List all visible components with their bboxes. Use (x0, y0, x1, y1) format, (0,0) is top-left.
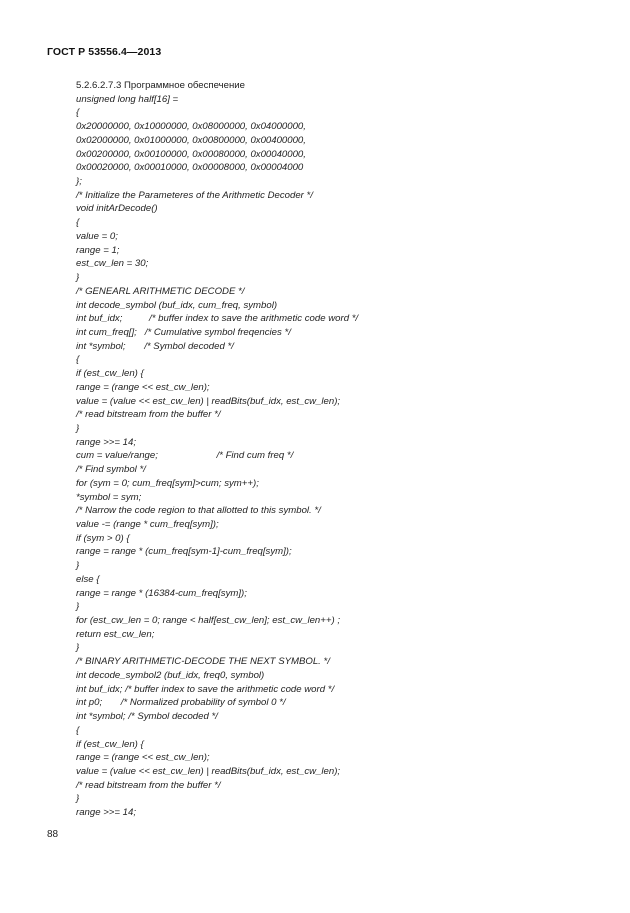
code-line: unsigned long half[16] = (76, 93, 179, 105)
code-line: 0x00200000, 0x00100000, 0x00080000, 0x00040000, (76, 148, 306, 160)
code-line: else { (76, 573, 100, 585)
code-line: /* read bitstream from the buffer */ (76, 409, 221, 421)
code-line: /* Initialize the Parameteres of the Arithmetic Decoder */ (76, 189, 313, 201)
code-line: for (est_cw_len = 0; range < half[est_cw_len]; est_cw_len++) ; (76, 615, 340, 627)
code-line: if (sym > 0) { (76, 532, 130, 544)
code-line: } (76, 272, 80, 284)
code-line: if (est_cw_len) { (76, 738, 144, 750)
code-line: int buf_idx; /* buffer index to save the arithmetic code word */ (76, 313, 359, 325)
code-line: }; (76, 176, 82, 188)
code-line: 0x02000000, 0x01000000, 0x00800000, 0x00400000, (76, 134, 306, 146)
section-heading: 5.2.6.2.7.3 Программное обеспечение (76, 80, 245, 91)
code-line: } (76, 793, 80, 805)
code-line: int cum_freq[]; /* Cumulative symbol freqencies */ (76, 326, 291, 338)
code-line: range = range * (cum_freq[sym-1]-cum_freq[sym]); (76, 546, 292, 558)
code-line: /* Find symbol */ (76, 464, 146, 476)
code-line: void initArDecode() (76, 203, 158, 215)
code-line: range >>= 14; (76, 807, 137, 819)
code-line: } (76, 642, 80, 654)
code-line: int *symbol; /* Symbol decoded */ (76, 340, 234, 352)
code-line: cum = value/range; /* Find cum freq */ (76, 450, 294, 462)
code-line: for (sym = 0; cum_freq[sym]>cum; sym++); (76, 477, 259, 489)
code-line: { (76, 354, 80, 366)
code-line: 0x00020000, 0x00010000, 0x00008000, 0x00004000 (76, 162, 304, 174)
code-line: { (76, 217, 80, 229)
code-line: } (76, 601, 80, 613)
code-line: /* read bitstream from the buffer */ (76, 779, 221, 791)
page-number: 88 (47, 829, 59, 840)
code-line: int decode_symbol (buf_idx, cum_freq, symbol) (76, 299, 278, 311)
code-line: value = (value << est_cw_len) | readBits(buf_idx, est_cw_len); (76, 765, 341, 777)
document-body (76, 79, 596, 820)
code-line: est_cw_len = 30; (76, 258, 149, 270)
code-line: return est_cw_len; (76, 628, 155, 640)
code-line: /* BINARY ARITHMETIC-DECODE THE NEXT SYMBOL. */ (76, 656, 330, 668)
code-line: *symbol = sym; (76, 491, 142, 503)
code-line: range = (range << est_cw_len); (76, 381, 210, 393)
code-line: int p0; /* Normalized probability of symbol 0 */ (76, 697, 286, 709)
code-line: range >>= 14; (76, 436, 137, 448)
code-line: { (76, 107, 80, 119)
code-line: { (76, 724, 80, 736)
code-line: range = 1; (76, 244, 120, 256)
code-line: 0x20000000, 0x10000000, 0x08000000, 0x04000000, (76, 121, 306, 133)
code-line: int decode_symbol2 (buf_idx, freq0, symbol) (76, 669, 265, 681)
code-line: value = 0; (76, 230, 118, 242)
code-line: } (76, 422, 80, 434)
code-line: if (est_cw_len) { (76, 368, 144, 380)
document-header: ГОСТ Р 53556.4—2013 (47, 46, 162, 58)
code-listing (76, 93, 596, 820)
code-line: /* Narrow the code region to that allotted to this symbol. */ (76, 505, 321, 517)
code-line: range = range * (16384-cum_freq[sym]); (76, 587, 247, 599)
code-line: } (76, 560, 80, 572)
code-line: value = (value << est_cw_len) | readBits(buf_idx, est_cw_len); (76, 395, 341, 407)
code-line: /* GENEARL ARITHMETIC DECODE */ (76, 285, 245, 297)
code-line: range = (range << est_cw_len); (76, 752, 210, 764)
code-line: int *symbol; /* Symbol decoded */ (76, 711, 218, 723)
code-line: int buf_idx; /* buffer index to save the arithmetic code word */ (76, 683, 335, 695)
code-line: value -= (range * cum_freq[sym]); (76, 519, 219, 530)
